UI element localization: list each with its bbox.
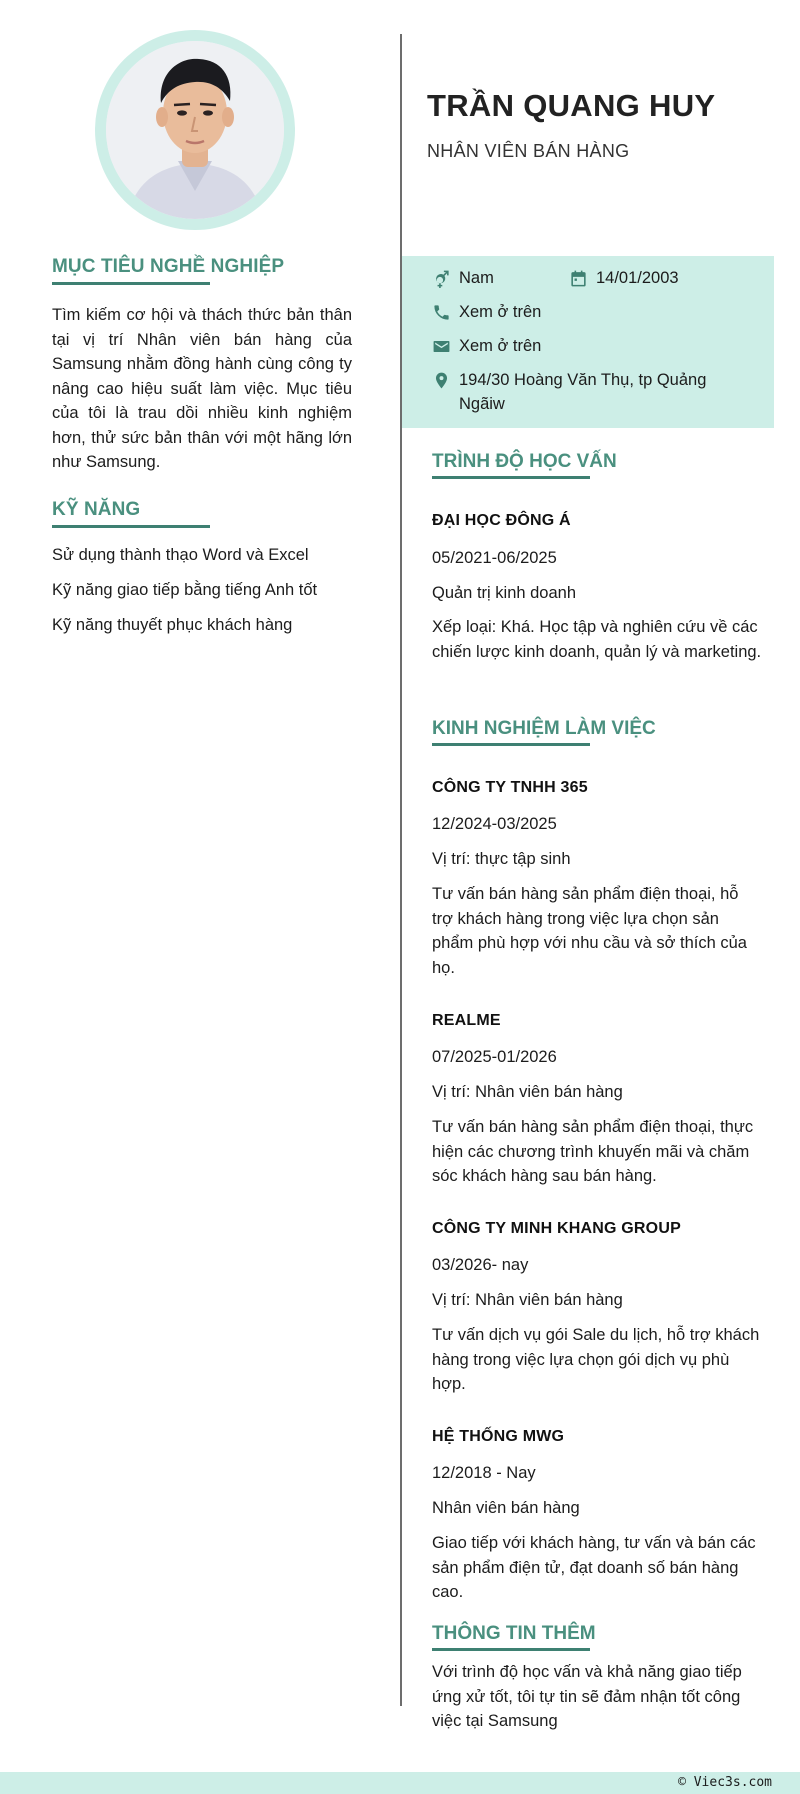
education-school: ĐẠI HỌC ĐÔNG Á (432, 512, 571, 529)
avatar-ring (95, 30, 295, 230)
experience-position: Vị trí: Nhân viên bán hàng (432, 1083, 623, 1101)
education-period: 05/2021-06/2025 (432, 549, 557, 567)
experience-period: 12/2024-03/2025 (432, 815, 557, 833)
candidate-name: TRẦN QUANG HUY (427, 88, 716, 123)
experience-period: 03/2026- nay (432, 1256, 529, 1274)
experience-company: HỆ THỐNG MWG (432, 1428, 565, 1445)
candidate-job-title: NHÂN VIÊN BÁN HÀNG (427, 141, 630, 161)
contact-birthday (567, 266, 679, 290)
experience-position: Vị trí: thực tập sinh (432, 850, 571, 868)
skill-item: Sử dụng thành thạo Word và Excel (52, 545, 309, 564)
objective-text: Tìm kiếm cơ hội và thách thức bản thân tại vị trí Nhân viên bán hàng của Samsung nhằm đồng hành cùng công ty nâng cao hiệu suất làm việc. Mục tiêu của tôi là trau dồi nhiều kinh nghiệm hơn, thử sức bản thân với một hãng lớn như Samsung. (52, 306, 352, 471)
email-value: Xem ở trên (459, 337, 542, 355)
calendar-icon (567, 267, 589, 289)
skill-item: Kỹ năng thuyết phục khách hàng (52, 615, 293, 634)
education-major: Quản trị kinh doanh (432, 584, 577, 602)
additional-title: THÔNG TIN THÊM (432, 1623, 596, 1644)
education-title: TRÌNH ĐỘ HỌC VẤN (432, 451, 617, 472)
additional-section (432, 1623, 762, 1645)
footer-credit: © Viec3s.com (678, 1775, 772, 1790)
experience-description: Tư vấn bán hàng sản phẩm điện thoại, thực hiện các chương trình khuyến mãi và chăm sóc khách hàng sau bán hàng. (432, 1118, 754, 1185)
address-value: 194/30 Hoàng Văn Thụ, tp Quảng Ngãiw (459, 371, 707, 413)
left-column (52, 256, 352, 649)
experience-description: Tư vấn bán hàng sản phẩm điện thoại, hỗ trợ khách hàng trong việc lựa chọn sản phẩm phù hợp với nhu cầu và sở thích của họ. (432, 885, 747, 977)
contact-panel (402, 256, 774, 428)
experience-period: 12/2018 - Nay (432, 1464, 536, 1482)
contact-gender (430, 266, 494, 290)
objective-title: MỤC TIÊU NGHỀ NGHIỆP (52, 256, 284, 281)
additional-text: Với trình độ học vấn và khả năng giao tiếp ứng xử tốt, tôi tự tin sẽ đảm nhận tốt công việc tại Samsung (432, 1663, 742, 1730)
skills-list (52, 544, 352, 636)
contact-email (430, 334, 541, 358)
experience-company: REALME (432, 1012, 501, 1029)
avatar (106, 41, 284, 219)
experience-description: Giao tiếp với khách hàng, tư vấn và bán các sản phẩm điện tử, đạt doanh số bán hàng cao. (432, 1534, 756, 1601)
education-section (432, 451, 762, 473)
skill-item: Kỹ năng giao tiếp bằng tiếng Anh tốt (52, 580, 318, 599)
gender-value: Nam (459, 269, 494, 287)
location-icon (430, 369, 452, 391)
birthday-value: 14/01/2003 (596, 269, 679, 287)
skills-title: KỸ NĂNG (52, 499, 140, 524)
contact-phone (430, 300, 541, 324)
phone-icon (430, 301, 452, 323)
experience-section (432, 718, 762, 740)
phone-value: Xem ở trên (459, 303, 542, 321)
avatar-portrait (106, 41, 284, 219)
education-description: Xếp loại: Khá. Học tập và nghiên cứu về các chiến lược kinh doanh, quản lý và marketing. (432, 618, 762, 661)
experience-title: KINH NGHIỆM LÀM VIỆC (432, 718, 656, 739)
experience-position: Nhân viên bán hàng (432, 1499, 580, 1517)
email-icon (430, 335, 452, 357)
experience-company: CÔNG TY TNHH 365 (432, 779, 588, 796)
experience-description: Tư vấn dịch vụ gói Sale du lịch, hỗ trợ khách hàng trong việc lựa chọn gói dịch vụ phù hợp. (432, 1326, 760, 1393)
gender-icon (430, 267, 452, 289)
experience-position: Vị trí: Nhân viên bán hàng (432, 1291, 623, 1309)
experience-company: CÔNG TY MINH KHANG GROUP (432, 1220, 681, 1237)
experience-period: 07/2025-01/2026 (432, 1048, 557, 1066)
contact-address (430, 368, 730, 416)
